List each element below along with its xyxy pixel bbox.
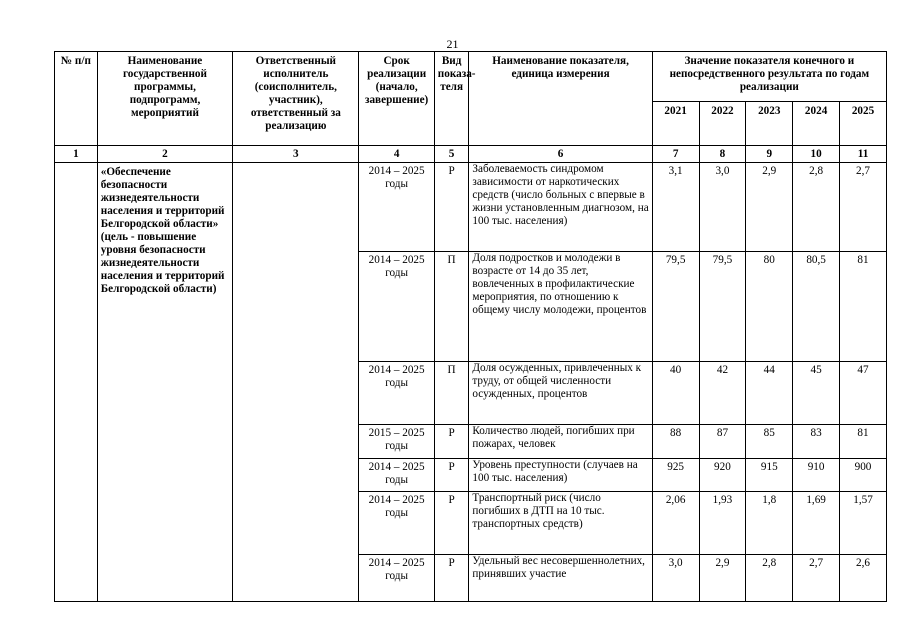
column-number: 10: [793, 146, 840, 163]
value-2022: 2,9: [699, 555, 746, 602]
value-2022: 87: [699, 425, 746, 459]
executor-cell: [233, 163, 359, 602]
column-number: 8: [699, 146, 746, 163]
program-name-cell: «Обеспечение безопасности жизнедеятельности населения и территорий Белгородской области» (цель - повышение уровня безопасности жизнедеятельности населения и территорий Белгородской области): [97, 163, 232, 602]
value-2021: 3,0: [652, 555, 699, 602]
column-number: 5: [434, 146, 469, 163]
indicator-kind-cell: Р: [434, 459, 469, 492]
period-cell: 2015 – 2025 годы: [359, 425, 434, 459]
value-2025: 2,7: [840, 163, 887, 252]
column-number: 2: [97, 146, 232, 163]
table-row: [55, 163, 887, 252]
column-numbers-row: [55, 146, 887, 163]
value-2021: 925: [652, 459, 699, 492]
indicator-name-cell: Количество людей, погибших при пожарах, человек: [469, 425, 652, 459]
indicator-kind-cell: Р: [434, 425, 469, 459]
column-number: 1: [55, 146, 98, 163]
value-2021: 88: [652, 425, 699, 459]
value-2023: 85: [746, 425, 793, 459]
indicator-kind-cell: П: [434, 362, 469, 425]
indicator-name-cell: Уровень преступности (случаев на 100 тыс. населения): [469, 459, 652, 492]
value-2023: 1,8: [746, 492, 793, 555]
value-2023: 2,8: [746, 555, 793, 602]
header-year-2022: 2022: [699, 102, 746, 146]
header-number: № п/п: [55, 52, 98, 146]
header-indicator-name: Наименование показателя, единица измерения: [469, 52, 652, 146]
value-2025: 900: [840, 459, 887, 492]
value-2024: 80,5: [793, 252, 840, 362]
column-number: 11: [840, 146, 887, 163]
value-2021: 2,06: [652, 492, 699, 555]
indicator-kind-cell: Р: [434, 555, 469, 602]
column-number: 4: [359, 146, 434, 163]
value-2025: 1,57: [840, 492, 887, 555]
header-program-name: Наименование государственной программы, подпрограмм, мероприятий: [97, 52, 232, 146]
value-2021: 3,1: [652, 163, 699, 252]
indicators-table: [54, 51, 887, 602]
value-2024: 1,69: [793, 492, 840, 555]
value-2024: 2,7: [793, 555, 840, 602]
header-year-2024: 2024: [793, 102, 840, 146]
period-cell: 2014 – 2025 годы: [359, 163, 434, 252]
value-2023: 44: [746, 362, 793, 425]
period-cell: 2014 – 2025 годы: [359, 492, 434, 555]
value-2022: 79,5: [699, 252, 746, 362]
header-year-2023: 2023: [746, 102, 793, 146]
column-number: 9: [746, 146, 793, 163]
value-2021: 79,5: [652, 252, 699, 362]
column-number: 7: [652, 146, 699, 163]
period-cell: 2014 – 2025 годы: [359, 362, 434, 425]
indicator-kind-cell: Р: [434, 492, 469, 555]
value-2022: 42: [699, 362, 746, 425]
value-2024: 2,8: [793, 163, 840, 252]
header-period: Срок реализации (начало, завершение): [359, 52, 434, 146]
value-2023: 80: [746, 252, 793, 362]
period-cell: 2014 – 2025 годы: [359, 459, 434, 492]
header-executor: Ответственный исполнитель (соисполнитель, участник), ответственный за реализацию: [233, 52, 359, 146]
column-number: 6: [469, 146, 652, 163]
value-2022: 1,93: [699, 492, 746, 555]
column-number: 3: [233, 146, 359, 163]
value-2021: 40: [652, 362, 699, 425]
period-cell: 2014 – 2025 годы: [359, 555, 434, 602]
period-cell: 2014 – 2025 годы: [359, 252, 434, 362]
indicator-name-cell: Удельный вес несовершеннолетних, принявших участие: [469, 555, 652, 602]
indicator-name-cell: Транспортный риск (число погибших в ДТП на 10 тыс. транспортных средств): [469, 492, 652, 555]
page-number: 21: [446, 37, 459, 51]
value-2022: 3,0: [699, 163, 746, 252]
value-2024: 910: [793, 459, 840, 492]
value-2022: 920: [699, 459, 746, 492]
indicator-name-cell: Доля подростков и молодежи в возрасте от 14 до 35 лет, вовлеченных в профилактические мероприятия, по отношению к общему числу молодежи, процентов: [469, 252, 652, 362]
value-2025: 81: [840, 252, 887, 362]
value-2023: 2,9: [746, 163, 793, 252]
header-indicator-kind: Вид показа-теля: [434, 52, 469, 146]
value-2025: 47: [840, 362, 887, 425]
indicator-name-cell: Доля осужденных, привлеченных к труду, от общей численности осужденных, процентов: [469, 362, 652, 425]
row-number-cell: [55, 163, 98, 602]
value-2025: 81: [840, 425, 887, 459]
value-2025: 2,6: [840, 555, 887, 602]
header-year-2025: 2025: [840, 102, 887, 146]
value-2024: 45: [793, 362, 840, 425]
indicator-name-cell: Заболеваемость синдромом зависимости от наркотических средств (число больных с впервые в жизни установленным диагнозом, на 100 тыс. населения): [469, 163, 652, 252]
indicator-kind-cell: Р: [434, 163, 469, 252]
value-2023: 915: [746, 459, 793, 492]
header-year-2021: 2021: [652, 102, 699, 146]
value-2024: 83: [793, 425, 840, 459]
indicator-kind-cell: П: [434, 252, 469, 362]
header-values-group: Значение показателя конечного и непосредственного результата по годам реализации: [652, 52, 886, 102]
